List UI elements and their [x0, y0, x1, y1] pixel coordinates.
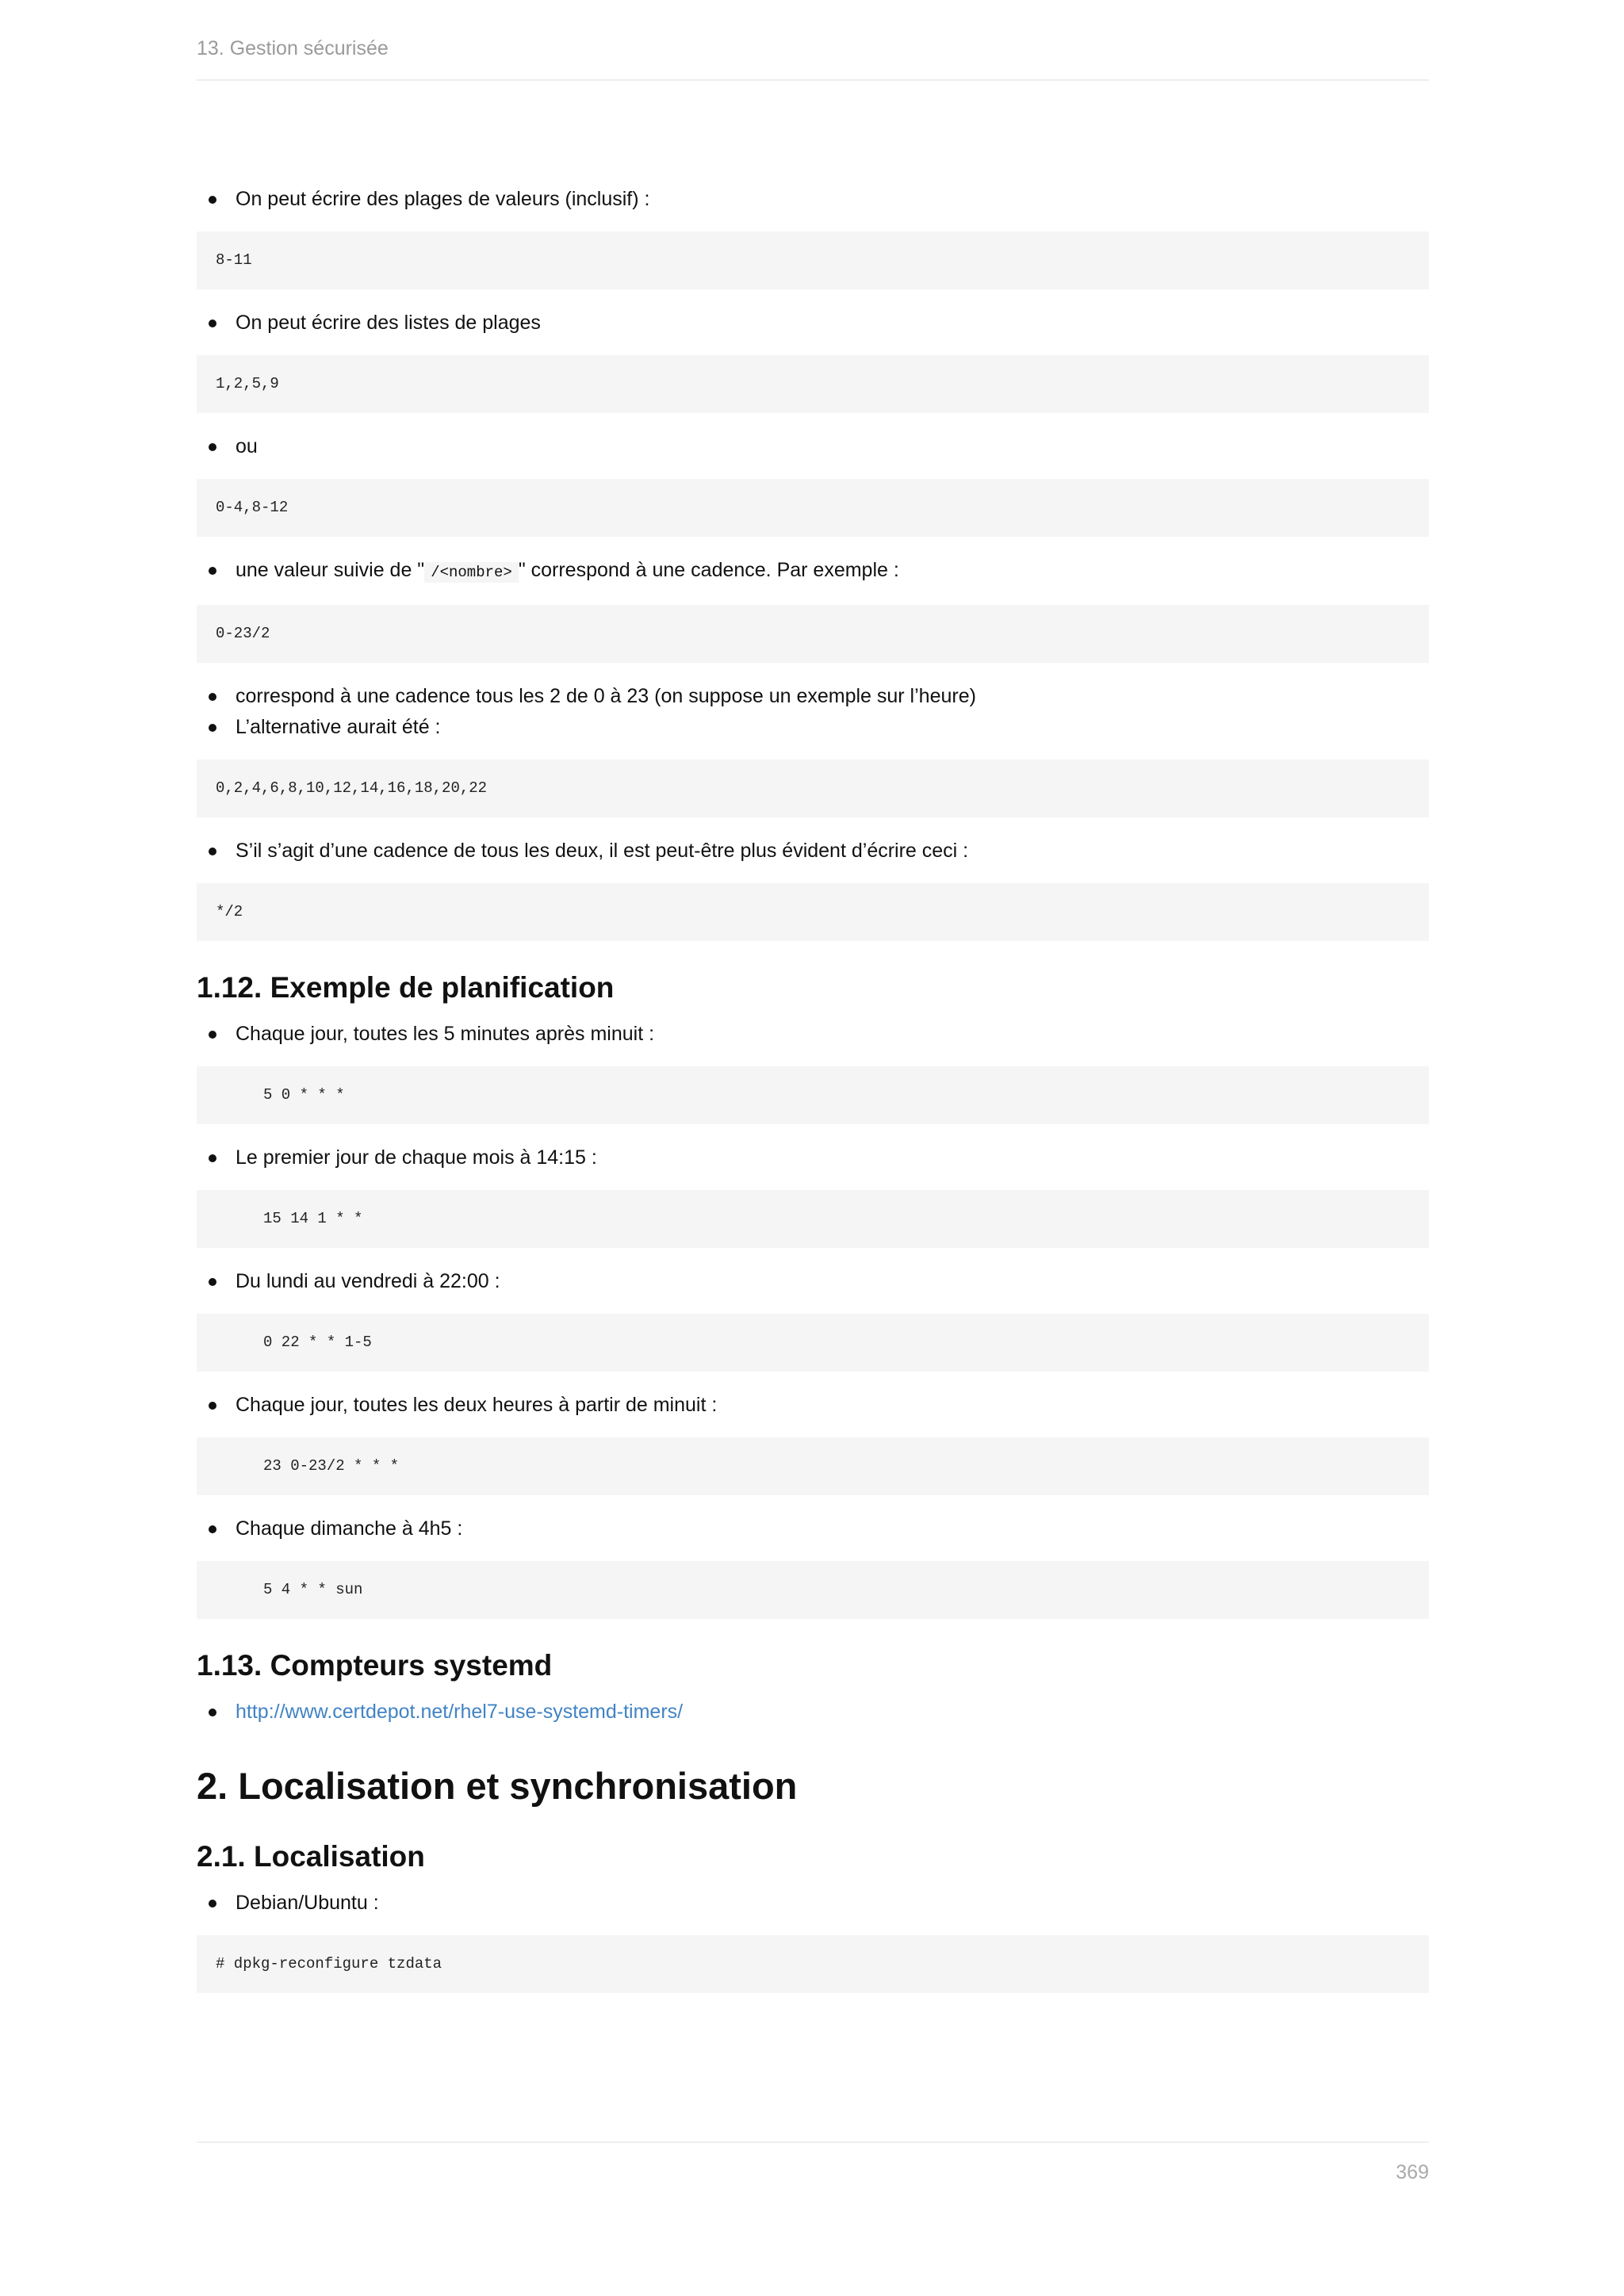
chapter-heading: 2. Localisation et synchronisation: [197, 1765, 798, 1807]
list-item: Chaque jour, toutes les deux heures à partir de minuit :: [197, 1390, 1429, 1421]
systemd-timers-link[interactable]: http://www.certdepot.net/rhel7-use-systemd-timers/: [236, 1701, 684, 1723]
bullet-list: [197, 555, 1429, 588]
list-item: On peut écrire des plages de valeurs (inclusif) :: [197, 184, 1429, 215]
footer-divider: [197, 2141, 1429, 2143]
code-block: 15 14 1 * *: [197, 1190, 1429, 1248]
bullet-list: [197, 1019, 1429, 1050]
page-number: 369: [1396, 2161, 1429, 2183]
header-divider: [197, 79, 1429, 81]
section-heading: 1.12. Exemple de planification: [197, 971, 615, 1004]
list-item: Le premier jour de chaque mois à 14:15 :: [197, 1142, 1429, 1173]
code-block: 23 0-23/2 * * *: [197, 1437, 1429, 1495]
code-block: 0,2,4,6,8,10,12,14,16,18,20,22: [197, 760, 1429, 817]
bullet-list: [197, 431, 1429, 462]
document-page: [197, 0, 1429, 2296]
running-header: 13. Gestion sécurisée: [197, 37, 389, 59]
list-item: Chaque dimanche à 4h5 :: [197, 1513, 1429, 1544]
bullet-list: [197, 681, 1429, 743]
code-block: 0 22 * * 1-5: [197, 1314, 1429, 1372]
list-item: Du lundi au vendredi à 22:00 :: [197, 1266, 1429, 1297]
list-item: [197, 1697, 1429, 1728]
list-item: Debian/Ubuntu :: [197, 1888, 1429, 1919]
bullet-list: [197, 1888, 1429, 1919]
code-block: 0-23/2: [197, 605, 1429, 663]
code-block: 8-11: [197, 232, 1429, 289]
code-block: 5 0 * * *: [197, 1066, 1429, 1124]
list-item: On peut écrire des listes de plages: [197, 308, 1429, 339]
page-content: [197, 184, 1429, 2011]
list-item: correspond à une cadence tous les 2 de 0 à 23 (on suppose un exemple sur l’heure): [197, 681, 1429, 712]
list-item: Chaque jour, toutes les 5 minutes après minuit :: [197, 1019, 1429, 1050]
bullet-list: [197, 308, 1429, 339]
bullet-list: [197, 184, 1429, 215]
code-block: # dpkg-reconfigure tzdata: [197, 1935, 1429, 1993]
bullet-list: [197, 1142, 1429, 1173]
code-block: 5 4 * * sun: [197, 1561, 1429, 1619]
list-item: L’alternative aurait été :: [197, 712, 1429, 743]
inline-code: /<nombre>: [424, 562, 519, 583]
list-item-text: une valeur suivie de ": [236, 559, 425, 581]
bullet-list: [197, 1390, 1429, 1421]
code-block: 0-4,8-12: [197, 479, 1429, 537]
section-heading: 1.13. Compteurs systemd: [197, 1649, 553, 1682]
code-block: 1,2,5,9: [197, 355, 1429, 413]
list-item: [197, 555, 1429, 588]
bullet-list: [197, 1513, 1429, 1544]
bullet-list: [197, 1266, 1429, 1297]
list-item: S’il s’agit d’une cadence de tous les deux, il est peut-être plus évident d’écrire ceci :: [197, 836, 1429, 867]
code-block: */2: [197, 883, 1429, 941]
list-item: ou: [197, 431, 1429, 462]
section-heading: 2.1. Localisation: [197, 1840, 425, 1873]
list-item-text: " correspond à une cadence. Par exemple :: [518, 559, 899, 581]
bullet-list: [197, 1697, 1429, 1728]
bullet-list: [197, 836, 1429, 867]
